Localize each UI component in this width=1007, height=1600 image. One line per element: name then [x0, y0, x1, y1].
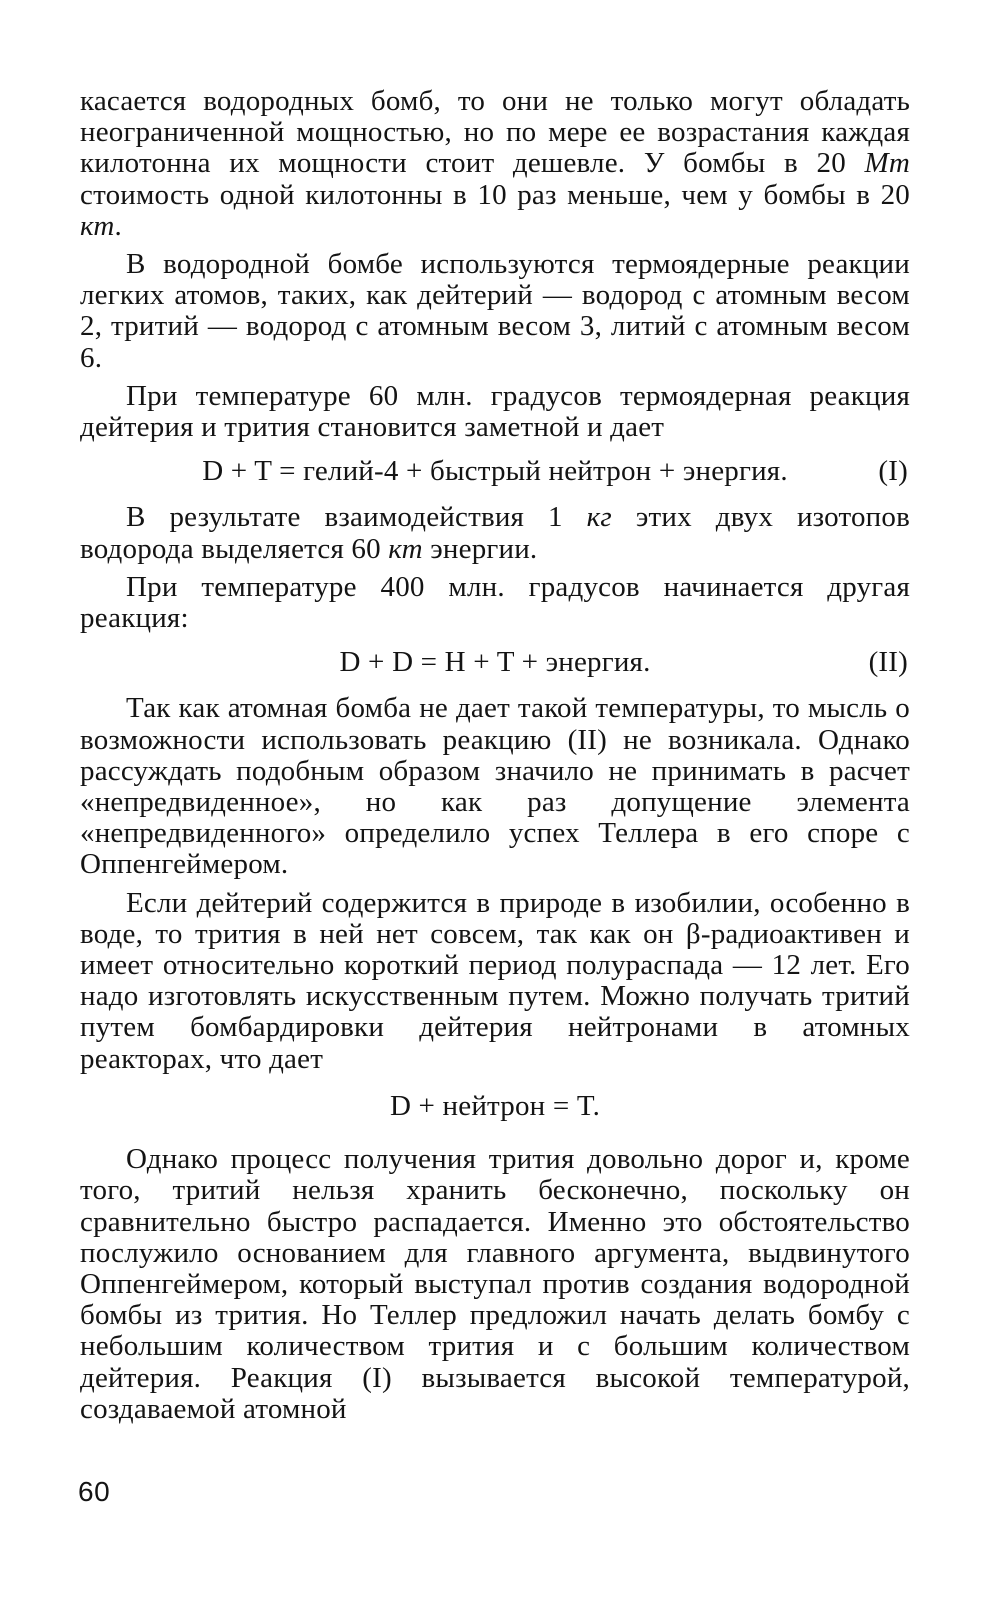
- formula-1-number: (I): [878, 455, 908, 488]
- unit-kilogram: кг: [586, 501, 612, 534]
- paragraph-4: В результате взаимодействия 1 кг этих двух изотопов водорода выделяется 60 кт энергии.: [80, 501, 910, 565]
- formula-2-expression: D + D = H + T + энергия.: [339, 646, 651, 679]
- formula-2-number: (II): [868, 646, 908, 679]
- unit-megaton: Мт: [864, 147, 910, 180]
- formula-2: [80, 647, 910, 678]
- formula-1: [80, 456, 910, 487]
- formula-3-expression: D + нейтрон = T.: [389, 1089, 601, 1122]
- formula-1-expression: D + T = гелий-4 + быстрый нейтрон + энергия.: [202, 455, 788, 488]
- page-number: 60: [78, 1476, 111, 1507]
- paragraph-7: Если дейтерий содержится в природе в изобилии, особенно в воде, то трития в ней нет совсем, так как он β-радиоактивен и имеет относительно короткий период полураспада — 12 лет. Его надо изготовлять искусственным путем. Можно получать тритий путем бомбардировки дейтерия нейтронами в атомных реакторах, что дает: [80, 886, 910, 1075]
- paragraph-5: При температуре 400 млн. градусов начинается другая реакция:: [80, 570, 910, 635]
- paragraph-8: Однако процесс получения трития довольно дорог и, кроме того, тритий нельзя хранить бесконечно, поскольку он сравнительно быстро распадается. Именно это обстоятельство послужило основанием для главного аргумента, выдвинутого Оппенгеймером, который выступал против создания водородной бомбы из трития. Но Теллер предложил начать делать бомбу с небольшим количеством трития и с большим количеством дейтерия. Реакция (I) вызывается высокой температурой, создаваемой атомной: [80, 1143, 910, 1425]
- unit-kiloton: кт: [388, 532, 423, 565]
- paragraph-3: При температуре 60 млн. градусов термоядерная реакция дейтерия и трития становится заметной и дает: [80, 379, 910, 444]
- formula-3: [80, 1091, 910, 1122]
- paragraph-2: В водородной бомбе используются термоядерные реакции легких атомов, таких, как дейтерий — водород с атомным весом 2, тритий — водород с атомным весом 3, литий с атомным весом 6.: [80, 248, 910, 374]
- paragraph-1: касается водородных бомб, то они не только могут обладать неограниченной мощностью, но по мере ее возрастания каждая килотонна их мощности стоит дешевле. У бомбы в 20 Мт стоимость одной килотонны в 10 раз меньше, чем у бомбы в 20 кт.: [80, 85, 910, 242]
- paragraph-6: Так как атомная бомба не дает такой температуры, то мысль о возможности использовать реакцию (II) не возникала. Однако рассуждать подобным образом значило не принимать в расчет «непредвиденное», но как раз допущение элемента «непредвиденного» определило успех Теллера в его споре с Оппенгеймером.: [80, 692, 910, 881]
- page-text: [80, 86, 910, 1432]
- unit-kiloton: кт: [80, 209, 115, 242]
